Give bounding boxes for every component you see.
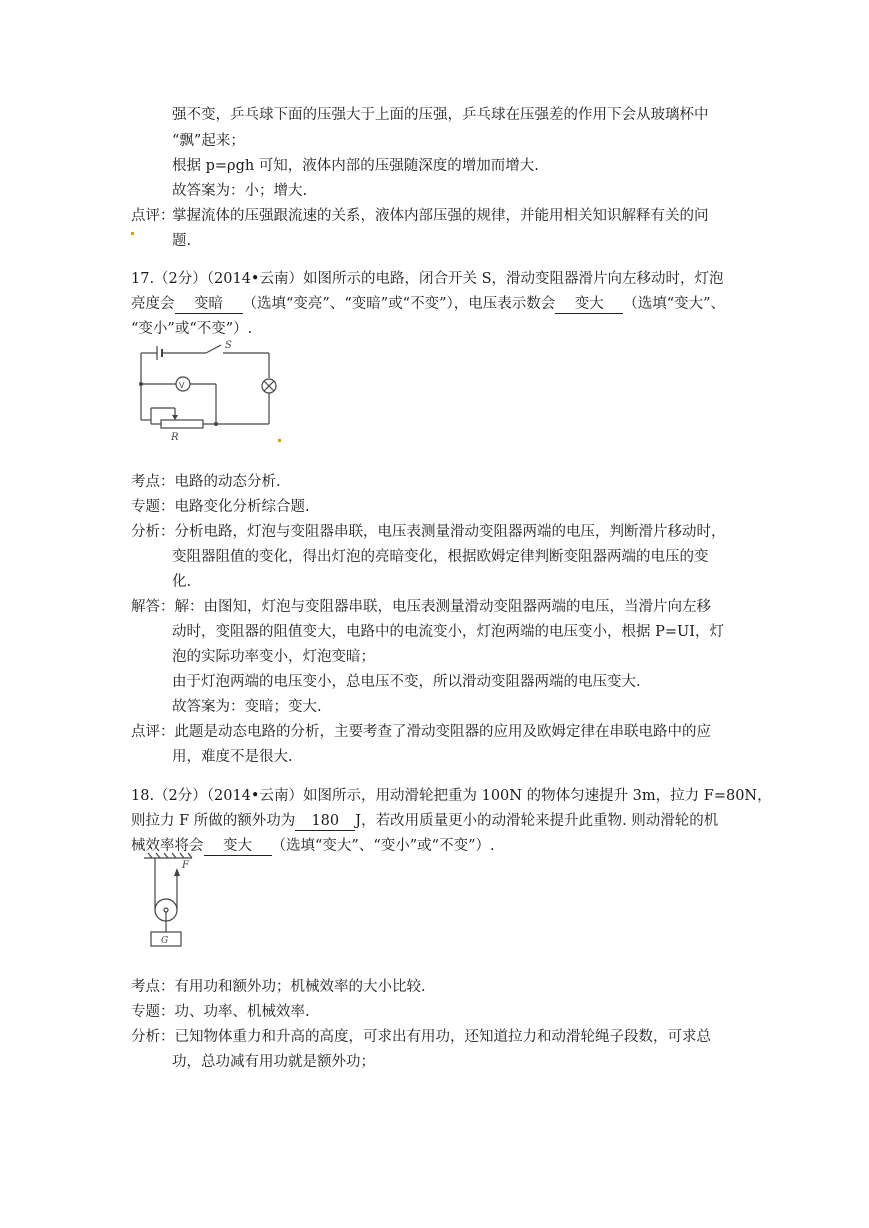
voltmeter-symbol: V [179, 381, 185, 390]
text-segment: （选填“变大”、“变小”或“不变”）. [271, 838, 495, 854]
text-line: “飘”起来； [172, 133, 245, 149]
text-segment: 亮度会 [131, 296, 175, 312]
jieda: 解答：解：由图知，灯泡与变阻器串联，电压表测量滑动变阻器两端的电压，当滑片向左移 [131, 599, 711, 615]
text-segment: （选填“变亮”、“变暗”或“不变”），电压表示数会 [242, 296, 556, 312]
text-line: 题. [172, 233, 192, 249]
fenxi: 变阻器阻值的变化，得出灯泡的亮暗变化，根据欧姆定律判断变阻器两端的电压的变 [172, 549, 709, 565]
comment-label: 点评： [131, 208, 175, 224]
answer-blank: 变暗 [175, 295, 243, 314]
question-18-text [131, 811, 718, 831]
fenxi: 分析：分析电路，灯泡与变阻器串联，电压表测量滑动变阻器两端的电压，判断滑片移动时， [131, 524, 726, 540]
jieda: 故答案为：变暗；变大. [172, 699, 322, 715]
text-segment: （选填“变大”、 [623, 296, 726, 312]
jieda: 泡的实际功率变小，灯泡变暗； [172, 649, 375, 665]
text-line: 根据 p=ρgh 可知，液体内部的压强随深度的增加而增大. [172, 158, 539, 174]
kaodian: 考点：电路的动态分析. [131, 474, 281, 490]
zhuanti: 专题：功、功率、机械效率. [131, 1004, 310, 1020]
circuit-diagram [131, 338, 291, 448]
scan-artifact [131, 232, 134, 235]
question-18-text: 18.（2分）（2014•云南）如图所示，用动滑轮把重为 100N 的物体匀速提升 3m，拉力 F=80N， [131, 788, 772, 804]
fenxi: 化. [172, 574, 192, 590]
dianping: 点评：此题是动态电路的分析，主要考查了滑动变阻器的应用及欧姆定律在串联电路中的应 [131, 724, 711, 740]
question-17-text: 17.（2分）（2014•云南）如图所示的电路，闭合开关 S，滑动变阻器滑片向左移动时，灯泡 [131, 271, 724, 287]
question-17-text [131, 294, 725, 314]
resistor-label: R [171, 432, 179, 443]
jieda: 由于灯泡两端的电压变小，总电压不变，所以滑动变阻器两端的电压变大. [172, 674, 641, 690]
text-line: 掌握流体的压强跟流速的关系，液体内部压强的规律，并能用相关知识解释有关的问 [172, 208, 709, 224]
weight-label: G [161, 936, 169, 946]
text-segment: J，若改用质量更小的动滑轮来提升此重物. 则动滑轮的机 [355, 813, 719, 829]
zhuanti: 专题：电路变化分析综合题. [131, 499, 310, 515]
kaodian: 考点：有用功和额外功；机械效率的大小比较. [131, 979, 426, 995]
text-segment: 械效率将会 [131, 838, 204, 854]
fenxi: 分析：已知物体重力和升高的高度，可求出有用功，还知道拉力和动滑轮绳子段数，可求总 [131, 1029, 711, 1045]
answer-blank: 变大 [555, 295, 623, 314]
fenxi: 功，总功减有用功就是额外功； [172, 1054, 375, 1070]
dianping: 用，难度不是很大. [172, 749, 293, 765]
force-label: F [182, 860, 189, 871]
text-line: 强不变，乒乓球下面的压强大于上面的压强，乒乓球在压强差的作用下会从玻璃杯中 [172, 107, 709, 123]
pulley-diagram [140, 852, 210, 952]
text-segment: 则拉力 F 所做的额外功为 [131, 813, 296, 829]
scan-artifact [278, 439, 281, 442]
text-line: 故答案为：小；增大. [172, 183, 308, 199]
jieda: 动时，变阻器的阻值变大，电路中的电流变小，灯泡两端的电压变小，根据 P=UI，灯 [172, 624, 724, 640]
answer-blank: 180 [295, 812, 355, 831]
answer-blank: 变大 [204, 837, 272, 856]
switch-label: S [225, 340, 232, 351]
question-17-text: “变小”或“不变”）. [131, 321, 253, 337]
